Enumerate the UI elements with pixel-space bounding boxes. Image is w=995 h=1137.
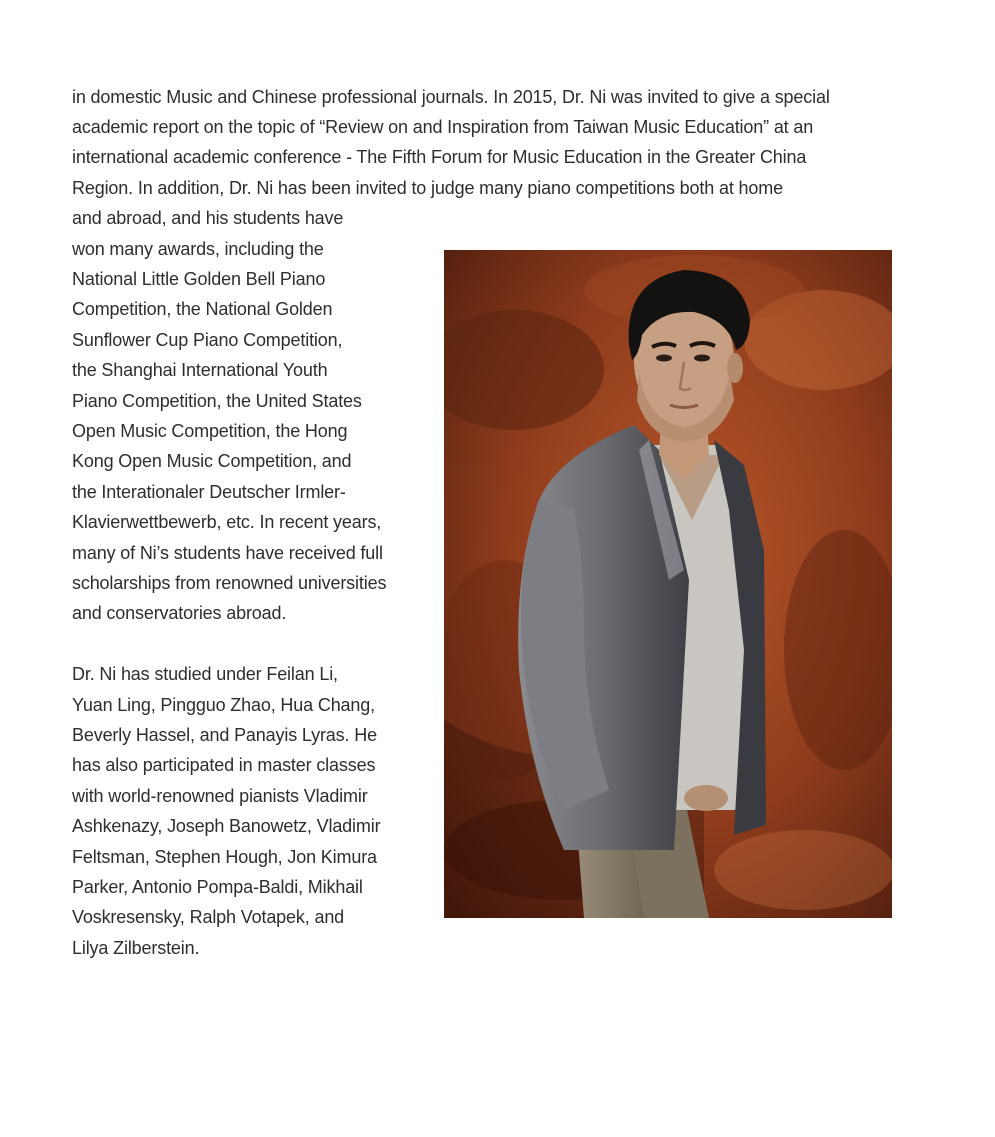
- body-text-line: Dr. Ni has studied under Feilan Li,: [72, 664, 338, 684]
- body-text-line: has also participated in master classes: [72, 755, 376, 775]
- body-text-line: Ashkenazy, Joseph Banowetz, Vladimir: [72, 816, 381, 836]
- body-text-line: Beverly Hassel, and Panayis Lyras. He: [72, 725, 377, 745]
- body-text-line: Kong Open Music Competition, and: [72, 451, 352, 471]
- body-text-line: Sunflower Cup Piano Competition,: [72, 330, 343, 350]
- portrait-photo: [444, 250, 892, 918]
- body-text-line: in domestic Music and Chinese professional journals. In 2015, Dr. Ni was invited to give a special: [72, 87, 830, 107]
- body-text-line: the Interationaler Deutscher Irmler-: [72, 482, 346, 502]
- body-text-line: many of Ni’s students have received full: [72, 543, 383, 563]
- body-text-line: and conservatories abroad.: [72, 603, 287, 623]
- body-text-line: Feltsman, Stephen Hough, Jon Kimura: [72, 847, 377, 867]
- body-text-line: Klavierwettbewerb, etc. In recent years,: [72, 512, 382, 532]
- body-text-line: Piano Competition, the United States: [72, 391, 362, 411]
- body-text-line: Parker, Antonio Pompa-Baldi, Mikhail: [72, 877, 363, 897]
- body-text-line: won many awards, including the: [72, 239, 324, 259]
- body-text-line: scholarships from renowned universities: [72, 573, 387, 593]
- body-text-line: Open Music Competition, the Hong: [72, 421, 348, 441]
- portrait-illustration: [444, 250, 892, 918]
- body-text-line: Yuan Ling, Pingguo Zhao, Hua Chang,: [72, 695, 375, 715]
- body-text-line: international academic conference - The Fifth Forum for Music Education in the Greater China: [72, 147, 807, 167]
- body-text-line: academic report on the topic of “Review on and Inspiration from Taiwan Music Education” at an: [72, 117, 814, 137]
- body-text-line: the Shanghai International Youth: [72, 360, 328, 380]
- body-text-line: with world-renowned pianists Vladimir: [72, 786, 368, 806]
- body-text-line: Competition, the National Golden: [72, 299, 333, 319]
- body-text-line: Voskresensky, Ralph Votapek, and: [72, 907, 345, 927]
- body-text-line: Region. In addition, Dr. Ni has been invited to judge many piano competitions both at home: [72, 178, 783, 198]
- body-text-line: National Little Golden Bell Piano: [72, 269, 326, 289]
- body-text-line: and abroad, and his students have: [72, 208, 344, 228]
- body-text-line: Lilya Zilberstein.: [72, 938, 200, 958]
